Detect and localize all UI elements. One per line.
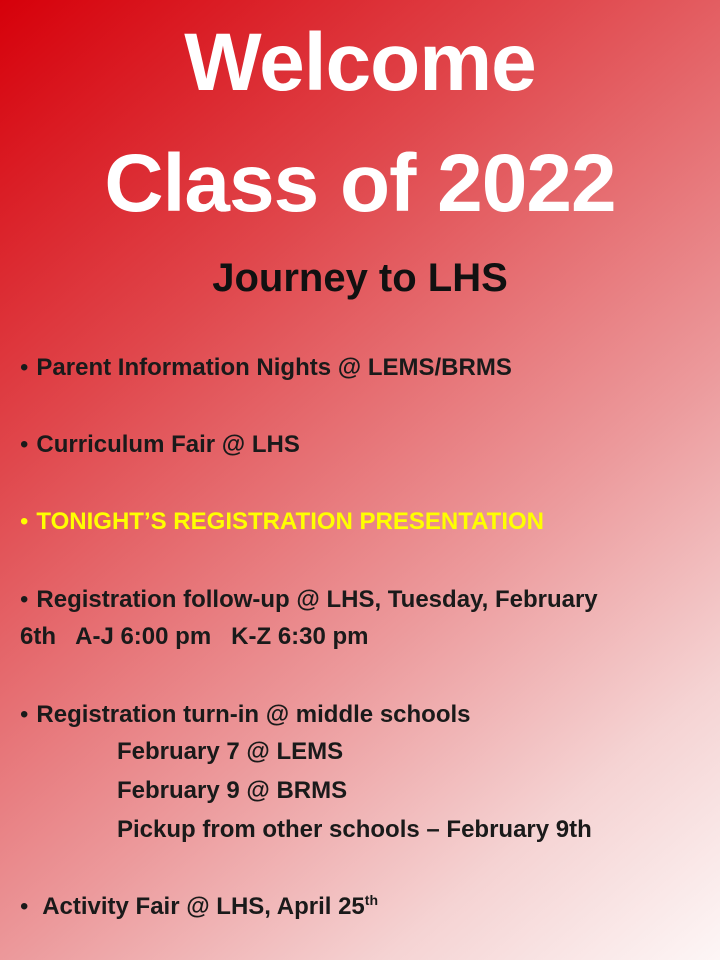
bullet-icon: • xyxy=(20,701,29,728)
list-item-text: TONIGHT’S REGISTRATION PRESENTATION xyxy=(36,508,544,535)
bullet-icon: • xyxy=(20,431,29,458)
list-item-followup-continued: 6th A-J 6:00 pm K-Z 6:30 pm xyxy=(20,623,369,650)
bullet-icon: • xyxy=(20,893,29,920)
bullet-icon: • xyxy=(20,508,29,535)
superscript-th: th xyxy=(364,892,378,908)
list-item-text: Parent Information Nights @ LEMS/BRMS xyxy=(36,354,512,381)
list-item-text: Registration turn-in @ middle schools xyxy=(36,701,471,728)
list-item-curriculum-fair xyxy=(20,427,300,463)
list-item-activity-fair xyxy=(20,889,378,925)
subtitle: Journey to LHS xyxy=(212,256,508,300)
title-class-of-2022: Class of 2022 xyxy=(104,138,616,229)
title-welcome: Welcome xyxy=(184,17,536,108)
turnin-sub-lems: February 7 @ LEMS xyxy=(117,738,344,765)
list-item-followup xyxy=(20,582,598,618)
turnin-sub-brms: February 9 @ BRMS xyxy=(117,777,348,804)
list-item-turnin xyxy=(20,697,471,733)
list-item-text: Registration follow-up @ LHS, Tuesday, February xyxy=(36,586,598,613)
turnin-sub-other-schools: Pickup from other schools – February 9th xyxy=(117,816,592,843)
list-item-text: Curriculum Fair @ LHS xyxy=(36,431,300,458)
bullet-icon: • xyxy=(20,586,29,613)
bullet-icon: • xyxy=(20,354,29,381)
list-item-parent-nights xyxy=(20,350,512,386)
list-item-tonight xyxy=(20,504,544,540)
list-item-text: Activity Fair @ LHS, April 25 xyxy=(42,893,365,920)
